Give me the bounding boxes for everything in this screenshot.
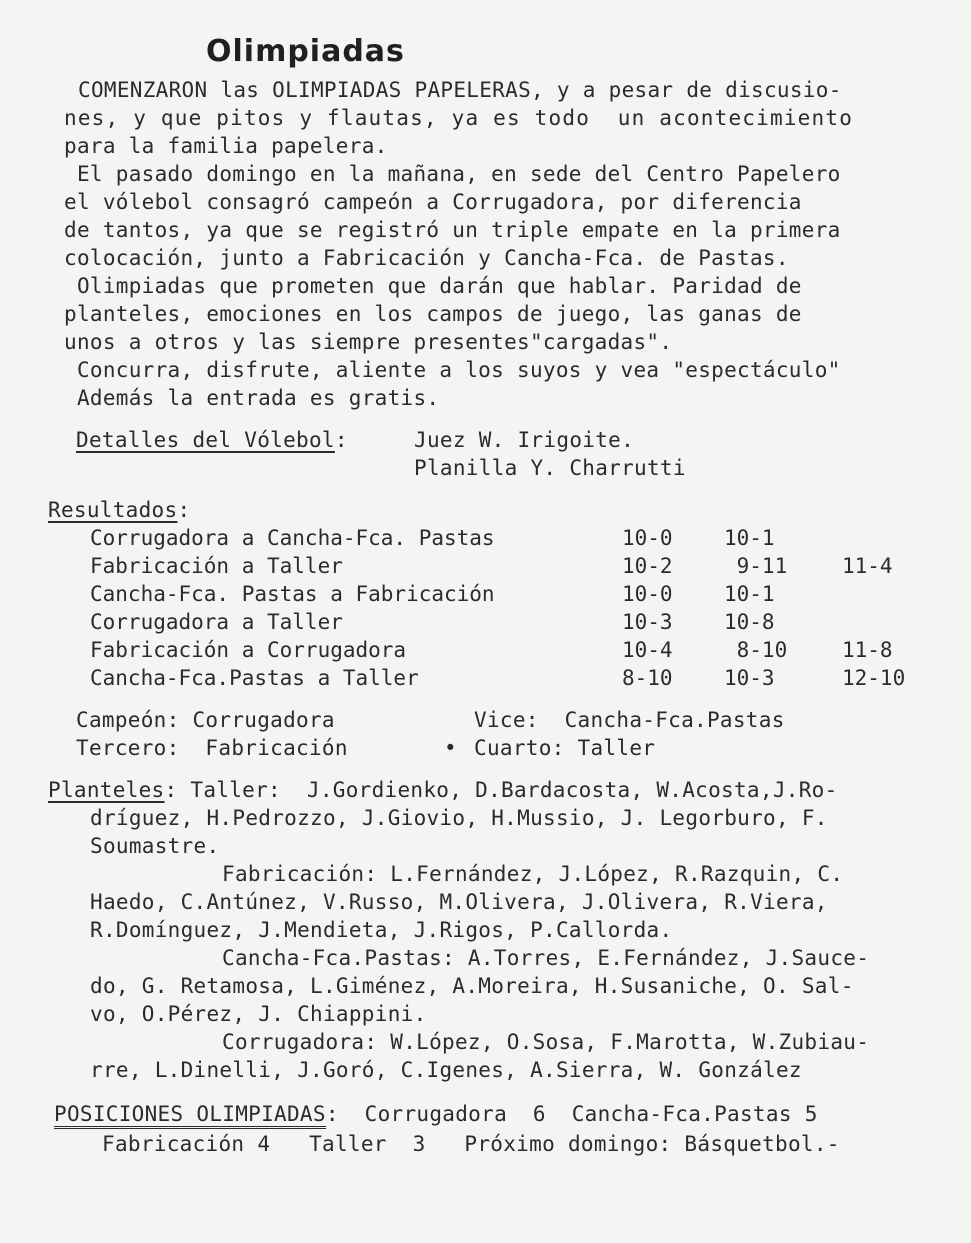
intro-line: El pasado domingo en la mañana, en sede del Centro Papelero [64, 162, 841, 186]
intro-line: Olimpiadas que prometen que darán que hablar. Paridad de [64, 274, 802, 298]
squad-line: Soumastre. [90, 834, 220, 858]
squad-line: vo, O.Pérez, J. Chiappini. [90, 1002, 427, 1026]
set-score: 10-3 [622, 610, 673, 634]
set-score: 10-0 [622, 526, 673, 550]
set-score: 10-3 [724, 666, 775, 690]
squads-heading: Planteles: Taller: J.Gordienko, D.Bardacosta, W.Acosta,J.Ro- [48, 778, 838, 802]
page-title: Olimpiadas [206, 34, 405, 69]
set-score: 10-8 [724, 610, 775, 634]
set-score: 10-1 [724, 582, 775, 606]
squad-line: Corrugadora: W.López, O.Sosa, F.Marotta, W.Zubiau- [222, 1030, 870, 1054]
squad-line: do, G. Retamosa, L.Giménez, A.Moreira, H.Susaniche, O. Sal- [90, 974, 854, 998]
fourth-text: Cuarto: Taller [474, 736, 656, 760]
details-heading: Detalles del Vólebol: [76, 428, 348, 452]
positions-line: Fabricación 4 Taller 3 Próximo domingo: Básquetbol.- [102, 1132, 840, 1156]
set-score: 10-1 [724, 526, 775, 550]
intro-line: nes, y que pitos y flautas, ya es todo un acontecimiento [64, 106, 854, 130]
set-score: 11-4 [842, 554, 893, 578]
squad-line: Fabricación: L.Fernández, J.López, R.Razquin, C. [222, 862, 844, 886]
results-heading: Resultados: [48, 498, 191, 522]
intro-line: planteles, emociones en los campos de juego, las ganas de [64, 302, 802, 326]
match-name: Fabricación a Corrugadora [90, 638, 407, 662]
set-score: 8-10 [724, 638, 788, 662]
champion-text: Campeón: Corrugadora [76, 708, 335, 732]
squad-line: Haedo, C.Antúnez, V.Russo, M.Olivera, J.Olivera, R.Viera, [90, 890, 828, 914]
details-scoresheet: Planilla Y. Charrutti [414, 456, 686, 480]
match-name: Corrugadora a Cancha-Fca. Pastas [90, 526, 495, 550]
squad-line: rre, L.Dinelli, J.Goró, C.Igenes, A.Sierra, W. González [90, 1058, 802, 1082]
details-referee: Juez W. Irigoite. [414, 428, 635, 452]
intro-line: para la familia papelera. [64, 134, 388, 158]
match-name: Cancha-Fca. Pastas a Fabricación [90, 582, 495, 606]
third-text: Tercero: Fabricación [76, 736, 348, 760]
squad-line: Cancha-Fca.Pastas: A.Torres, E.Fernández, J.Sauce- [222, 946, 870, 970]
set-score: 10-0 [622, 582, 673, 606]
match-name: Fabricación a Taller [90, 554, 343, 578]
set-score: 10-2 [622, 554, 673, 578]
set-score: 12-10 [842, 666, 906, 690]
positions-heading: POSICIONES OLIMPIADAS: Corrugadora 6 Cancha-Fca.Pastas 5 [54, 1100, 818, 1128]
bullet-mark: • [444, 736, 457, 760]
intro-line: colocación, junto a Fabricación y Cancha-Fca. de Pastas. [64, 246, 789, 270]
intro-line: Concurra, disfrute, aliente a los suyos y vea "espectáculo" [64, 358, 841, 382]
squad-line: dríguez, H.Pedrozzo, J.Giovio, H.Mussio, J. Legorburo, F. [90, 806, 828, 830]
intro-line: COMENZARON las OLIMPIADAS PAPELERAS, y a pesar de discusio- [78, 78, 842, 102]
intro-line: de tantos, ya que se registró un triple empate en la primera [64, 218, 841, 242]
match-name: Cancha-Fca.Pastas a Taller [90, 666, 419, 690]
set-score: 9-11 [724, 554, 788, 578]
set-score: 11-8 [842, 638, 893, 662]
match-name: Corrugadora a Taller [90, 610, 343, 634]
intro-line: Además la entrada es gratis. [64, 386, 440, 410]
set-score: 8-10 [622, 666, 673, 690]
squad-line: R.Domínguez, J.Mendieta, J.Rigos, P.Callorda. [90, 918, 673, 942]
set-score: 10-4 [622, 638, 673, 662]
intro-line: unos a otros y las siempre presentes"cargadas". [64, 330, 673, 354]
vice-text: Vice: Cancha-Fca.Pastas [474, 708, 785, 732]
intro-line: el vólebol consagró campeón a Corrugadora, por diferencia [64, 190, 802, 214]
